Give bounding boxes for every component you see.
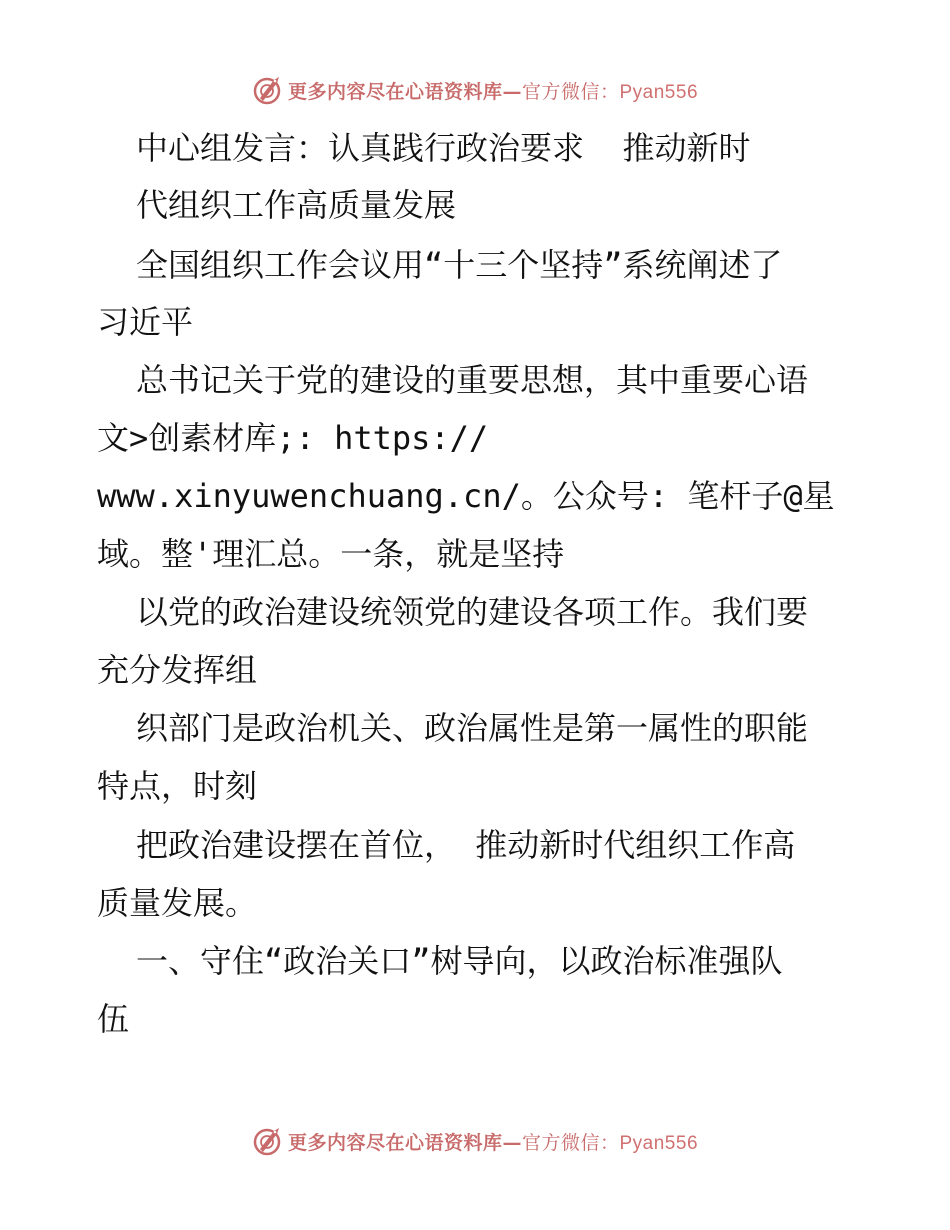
footer-watermark-banner [0, 1121, 950, 1161]
banner-contact-label: 官方微信： [521, 1131, 620, 1154]
paragraph-line: 充分发挥组 [97, 651, 258, 689]
paragraph-line: 织部门是政治机关、政治属性是第一属性的职能 [136, 709, 809, 747]
paragraph-line: 域。整'理汇总。一条，就是坚持 [97, 535, 565, 573]
paragraph-line: 文>创素材库;: https:// [97, 419, 489, 457]
document-title-line-1: 中心组发言：认真践行政治要求 推动新时 [136, 129, 751, 167]
section-heading-line: 伍 [97, 1000, 130, 1038]
banner-contact-label: 官方微信： [521, 80, 620, 103]
paragraph-line: 把政治建设摆在首位， 推动新时代组织工作高 [136, 826, 796, 864]
banner-separator: — [502, 80, 522, 103]
document-title-line-2: 代组织工作高质量发展 [136, 186, 457, 224]
banner-title: 更多内容尽在心语资料库 [287, 80, 503, 103]
banner-title: 更多内容尽在心语资料库 [287, 1131, 503, 1154]
paragraph-line: 全国组织工作会议用“十三个坚持”系统阐述了 [136, 246, 783, 284]
paragraph-line: www.xinyuwenchuang.cn/。公众号: 笔杆子@星 [97, 477, 835, 515]
pen-nib-logo-icon [252, 1125, 284, 1157]
paragraph-line: 习近平 [97, 303, 194, 341]
paragraph-line: 以党的政治建设统领党的建设各项工作。我们要 [136, 593, 809, 631]
banner-contact-id: Pyan556 [619, 81, 699, 103]
header-watermark-banner [0, 70, 950, 110]
paragraph-line: 总书记关于党的建设的重要思想，其中重要心语 [136, 361, 809, 399]
banner-contact-id: Pyan556 [619, 1132, 699, 1154]
paragraph-line: 质量发展。 [97, 884, 258, 922]
paragraph-line: 特点，时刻 [97, 767, 258, 805]
section-heading-line: 一、守住“政治关口”树导向，以政治标准强队 [136, 942, 783, 980]
pen-nib-logo-icon [252, 74, 284, 106]
banner-separator: — [502, 1131, 522, 1154]
